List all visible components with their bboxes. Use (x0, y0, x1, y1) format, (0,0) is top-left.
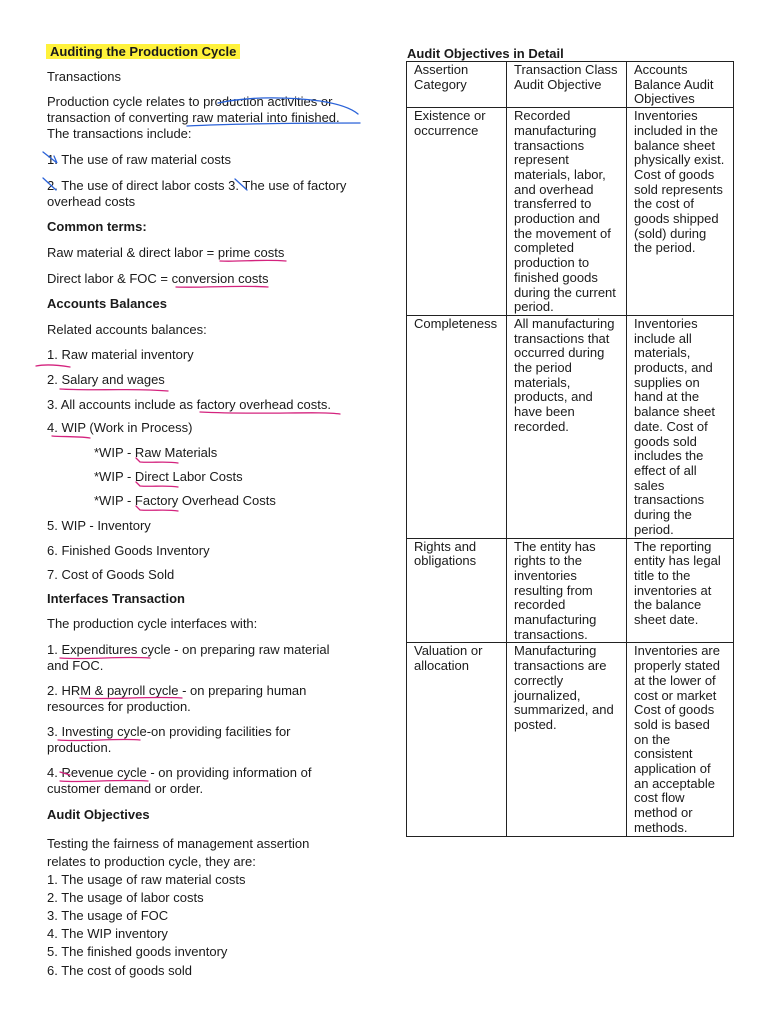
term-item: Raw material & direct labor = prime costs (47, 245, 285, 260)
table-cell: Rights and obligations (407, 538, 507, 643)
table-row (407, 315, 734, 538)
table-cell: Inventories are properly stated at the lower of cost or market Cost of goods sold is based on the consistent application of an acceptable cost flow method or methods. (627, 643, 734, 837)
transactions-heading: Transactions (47, 69, 121, 84)
intro-paragraph: Production cycle relates to production activities or transaction of converting raw material into finished. The transactions include: (47, 94, 340, 141)
objective-item: 2. The usage of labor costs (47, 890, 204, 905)
balance-item: 2. Salary and wages (47, 372, 165, 387)
objective-item: 4. The WIP inventory (47, 926, 168, 941)
header-cell: Transaction Class Audit Objective (507, 62, 627, 108)
table-cell: Manufacturing transactions are correctly journalized, summarized, and posted. (507, 643, 627, 837)
balance-item: 3. All accounts include as factory overhead costs. (47, 397, 331, 412)
interface-item: 4. Revenue cycle - on providing information of customer demand or order. (47, 765, 312, 796)
transaction-item: 2. The use of direct labor costs 3. The use of factory overhead costs (47, 178, 347, 209)
table-title: Audit Objectives in Detail (407, 46, 564, 61)
table-cell: Inventories included in the balance sheet physically exist. Cost of goods sold represents the cost of goods shipped (sold) during the period. (627, 108, 734, 316)
transaction-item: 1. The use of raw material costs (47, 152, 232, 167)
interfaces-intro: The production cycle interfaces with: (47, 616, 258, 631)
term-item: Direct labor & FOC = conversion costs (47, 271, 269, 286)
balance-subitem: *WIP - Factory Overhead Costs (94, 493, 276, 508)
objective-item: 3. The usage of FOC (47, 908, 169, 923)
balance-item: 6. Finished Goods Inventory (47, 543, 210, 558)
table-header-row (407, 62, 734, 108)
balance-subitem: *WIP - Direct Labor Costs (94, 469, 243, 484)
table-cell: Valuation or allocation (407, 643, 507, 837)
balance-item: 4. WIP (Work in Process) (47, 420, 193, 435)
table-cell: Completeness (407, 315, 507, 538)
table-cell: The entity has rights to the inventories resulting from recorded manufacturing transactions. (507, 538, 627, 643)
table-row (407, 538, 734, 643)
magenta-underline-stroke (52, 436, 90, 438)
header-cell: Accounts Balance Audit Objectives (627, 62, 734, 108)
balances-heading: Accounts Balances (47, 296, 167, 311)
balance-item: 7. Cost of Goods Sold (47, 567, 175, 582)
interface-item: 2. HRM & payroll cycle - on preparing human resources for production. (47, 683, 307, 714)
header-cell: Assertion Category (407, 62, 507, 108)
table-row (407, 108, 734, 316)
objectives-heading: Audit Objectives (47, 807, 150, 822)
table-cell: Inventories include all materials, products, and supplies on hand at the balance sheet date. Cost of goods sold includes the effect of all sales transactions during the period. (627, 315, 734, 538)
table-cell: All manufacturing transactions that occurred during the period materials, products, and have been recorded. (507, 315, 627, 538)
common-terms-heading: Common terms: (47, 219, 147, 234)
interfaces-heading: Interfaces Transaction (47, 591, 185, 606)
objective-item: 1. The usage of raw material costs (47, 872, 246, 887)
balance-subitem: *WIP - Raw Materials (94, 445, 218, 460)
magenta-underline-stroke (36, 365, 70, 367)
objective-item: 6. The cost of goods sold (47, 963, 193, 978)
page-title: Auditing the Production Cycle (46, 44, 240, 60)
objectives-intro: Testing the fairness of management assertion relates to production cycle, they are: (47, 836, 310, 869)
magenta-underline-stroke (60, 389, 168, 391)
objective-item: 5. The finished goods inventory (47, 944, 228, 959)
table-cell: Existence or occurrence (407, 108, 507, 316)
table-cell: The reporting entity has legal title to the inventories at the balance sheet date. (627, 538, 734, 643)
interface-item: 3. Investing cycle-on providing facilities for production. (47, 724, 291, 755)
table-row (407, 643, 734, 837)
balance-item: 1. Raw material inventory (47, 347, 194, 362)
balances-intro: Related accounts balances: (47, 322, 207, 337)
audit-objectives-table (406, 61, 734, 837)
balance-item: 5. WIP - Inventory (47, 518, 151, 533)
table-cell: Recorded manufacturing transactions represent materials, labor, and overhead transferred to production and the movement of completed production to finished goods during the current period. (507, 108, 627, 316)
interface-item: 1. Expenditures cycle - on preparing raw material and FOC. (47, 642, 330, 673)
